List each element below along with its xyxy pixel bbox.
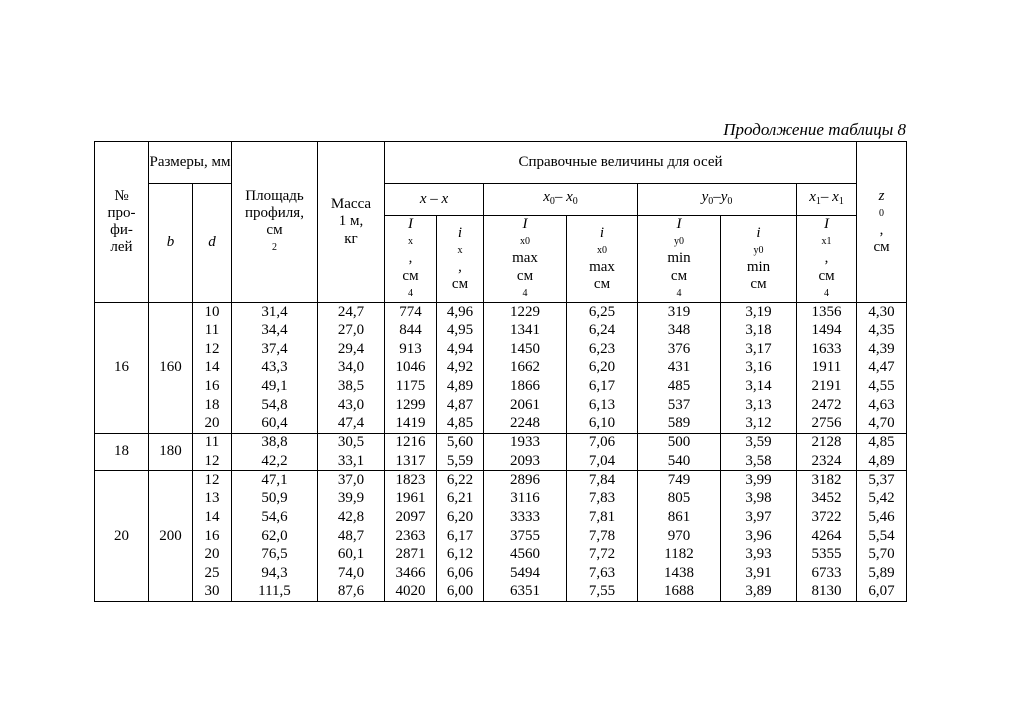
cell-ix: 4,96 [437, 303, 484, 322]
cell-Iy0: 589 [638, 415, 721, 434]
cell-Ix0: 3755 [484, 527, 567, 546]
cell-Ix0: 3333 [484, 508, 567, 527]
cell-d: 11 [193, 321, 232, 340]
cell-Iy0: 485 [638, 377, 721, 396]
cell-Iy0: 319 [638, 303, 721, 322]
cell-d: 14 [193, 359, 232, 378]
cell-Ix1: 2472 [797, 396, 857, 415]
header-profile-no: № про- фи- лей [95, 142, 149, 303]
cell-z0: 4,89 [857, 452, 907, 471]
cell-Iy0: 1688 [638, 583, 721, 602]
cell-iy0: 3,59 [721, 433, 797, 452]
cell-area: 76,5 [232, 545, 318, 564]
cell-Ix0: 6351 [484, 583, 567, 602]
cell-Ix0: 1662 [484, 359, 567, 378]
cell-Ix1: 3452 [797, 489, 857, 508]
cell-ix: 4,87 [437, 396, 484, 415]
cell-Ix: 2363 [385, 527, 437, 546]
cell-d: 25 [193, 564, 232, 583]
cell-ix: 5,60 [437, 433, 484, 452]
table-row [95, 564, 907, 583]
cell-mass: 42,8 [318, 508, 385, 527]
cell-ix0: 7,81 [567, 508, 638, 527]
cell-z0: 4,63 [857, 396, 907, 415]
cell-Ix: 2871 [385, 545, 437, 564]
cell-ix0: 6,17 [567, 377, 638, 396]
cell-Ix0: 3116 [484, 489, 567, 508]
cell-z0: 4,35 [857, 321, 907, 340]
cell-z0: 5,54 [857, 527, 907, 546]
header-reference-values: Справочные величины для осей [385, 142, 857, 184]
cell-Ix1: 5355 [797, 545, 857, 564]
cell-b: 200 [149, 471, 193, 602]
header-Iy0-min: I y0 min см 4 [638, 216, 721, 303]
cell-Ix: 1175 [385, 377, 437, 396]
cell-area: 42,2 [232, 452, 318, 471]
cell-Iy0: 1438 [638, 564, 721, 583]
table-row [95, 583, 907, 602]
cell-mass: 29,4 [318, 340, 385, 359]
header-b: b [149, 184, 193, 303]
cell-area: 50,9 [232, 489, 318, 508]
cell-iy0: 3,19 [721, 303, 797, 322]
cell-Ix: 1317 [385, 452, 437, 471]
cell-Ix1: 1356 [797, 303, 857, 322]
cell-z0: 4,70 [857, 415, 907, 434]
cell-iy0: 3,18 [721, 321, 797, 340]
cell-iy0: 3,58 [721, 452, 797, 471]
cell-Ix: 4020 [385, 583, 437, 602]
table-row [95, 489, 907, 508]
cell-z0: 4,47 [857, 359, 907, 378]
cell-ix: 6,21 [437, 489, 484, 508]
cell-ix0: 7,72 [567, 545, 638, 564]
table-row [95, 415, 907, 434]
cell-area: 43,3 [232, 359, 318, 378]
cell-ix0: 7,78 [567, 527, 638, 546]
cell-Iy0: 861 [638, 508, 721, 527]
header-z0: z 0 , см [857, 142, 907, 303]
cell-Ix0: 1933 [484, 433, 567, 452]
cell-Ix1: 8130 [797, 583, 857, 602]
cell-mass: 43,0 [318, 396, 385, 415]
cell-z0: 5,42 [857, 489, 907, 508]
cell-Ix0: 1866 [484, 377, 567, 396]
cell-Ix0: 1341 [484, 321, 567, 340]
cell-Ix0: 2061 [484, 396, 567, 415]
cell-ix: 4,92 [437, 359, 484, 378]
table-row [95, 303, 907, 322]
cell-iy0: 3,16 [721, 359, 797, 378]
cell-mass: 39,9 [318, 489, 385, 508]
header-axis-x0-x0: $x_0-$ $x_0$ [484, 184, 638, 216]
cell-mass: 37,0 [318, 471, 385, 490]
table-row [95, 433, 907, 452]
cell-z0: 4,55 [857, 377, 907, 396]
cell-ix0: 6,25 [567, 303, 638, 322]
cell-Iy0: 540 [638, 452, 721, 471]
cell-d: 18 [193, 396, 232, 415]
cell-Ix0: 2093 [484, 452, 567, 471]
table-row [95, 377, 907, 396]
cell-Ix1: 1494 [797, 321, 857, 340]
header-ix: i x , см [437, 216, 484, 303]
cell-ix0: 7,63 [567, 564, 638, 583]
cell-Ix0: 2896 [484, 471, 567, 490]
table-row [95, 508, 907, 527]
cell-z0: 5,89 [857, 564, 907, 583]
cell-d: 20 [193, 545, 232, 564]
cell-mass: 24,7 [318, 303, 385, 322]
cell-z0: 5,46 [857, 508, 907, 527]
cell-d: 30 [193, 583, 232, 602]
cell-d: 20 [193, 415, 232, 434]
cell-d: 12 [193, 471, 232, 490]
cell-area: 60,4 [232, 415, 318, 434]
cell-Ix: 1961 [385, 489, 437, 508]
table-row [95, 471, 907, 490]
cell-z0: 5,70 [857, 545, 907, 564]
cell-area: 37,4 [232, 340, 318, 359]
header-axis-x1-x1: $x_1-$ $x_1$ [797, 184, 857, 216]
table-row [95, 321, 907, 340]
cell-Ix1: 4264 [797, 527, 857, 546]
cell-Ix: 844 [385, 321, 437, 340]
cell-area: 111,5 [232, 583, 318, 602]
cell-ix: 6,00 [437, 583, 484, 602]
cell-ix0: 6,13 [567, 396, 638, 415]
cell-z0: 6,07 [857, 583, 907, 602]
cell-d: 11 [193, 433, 232, 452]
table-row [95, 359, 907, 378]
cell-ix0: 7,06 [567, 433, 638, 452]
cell-Ix: 1419 [385, 415, 437, 434]
cell-Ix: 1046 [385, 359, 437, 378]
cell-ix0: 6,23 [567, 340, 638, 359]
header-Ix: I x , см 4 [385, 216, 437, 303]
cell-b: 180 [149, 433, 193, 470]
header-axis-x-x: x – x [385, 184, 484, 216]
header-Ix0-max: I x0 max см 4 [484, 216, 567, 303]
cell-mass: 87,6 [318, 583, 385, 602]
cell-ix: 4,89 [437, 377, 484, 396]
cell-ix: 4,95 [437, 321, 484, 340]
cell-mass: 38,5 [318, 377, 385, 396]
cell-iy0: 3,12 [721, 415, 797, 434]
cell-ix: 4,85 [437, 415, 484, 434]
cell-profile: 16 [95, 303, 149, 434]
cell-Iy0: 970 [638, 527, 721, 546]
cell-ix: 6,17 [437, 527, 484, 546]
cell-mass: 33,1 [318, 452, 385, 471]
header-ix0-max: i x0 max см [567, 216, 638, 303]
cell-Iy0: 431 [638, 359, 721, 378]
cell-iy0: 3,96 [721, 527, 797, 546]
cell-ix0: 6,20 [567, 359, 638, 378]
cell-area: 31,4 [232, 303, 318, 322]
cell-mass: 27,0 [318, 321, 385, 340]
cell-Ix1: 6733 [797, 564, 857, 583]
cell-area: 62,0 [232, 527, 318, 546]
header-Ix1: I x1 , см 4 [797, 216, 857, 303]
cell-ix0: 6,24 [567, 321, 638, 340]
table-row [95, 396, 907, 415]
cell-profile: 20 [95, 471, 149, 602]
cell-area: 38,8 [232, 433, 318, 452]
cell-ix0: 7,55 [567, 583, 638, 602]
cell-Ix0: 1229 [484, 303, 567, 322]
table-caption: Продолжение таблицы 8 [723, 120, 906, 139]
header-iy0-min: i y0 min см [721, 216, 797, 303]
cell-ix: 6,06 [437, 564, 484, 583]
cell-z0: 4,39 [857, 340, 907, 359]
cell-iy0: 3,97 [721, 508, 797, 527]
header-d: d [193, 184, 232, 303]
cell-area: 94,3 [232, 564, 318, 583]
header-mass: Масса 1 м, кг [318, 142, 385, 303]
cell-area: 47,1 [232, 471, 318, 490]
cell-area: 49,1 [232, 377, 318, 396]
table-row [95, 545, 907, 564]
cell-iy0: 3,91 [721, 564, 797, 583]
cell-Ix: 2097 [385, 508, 437, 527]
cell-z0: 4,85 [857, 433, 907, 452]
cell-Ix1: 2324 [797, 452, 857, 471]
cell-ix0: 6,10 [567, 415, 638, 434]
cell-d: 12 [193, 452, 232, 471]
cell-Iy0: 500 [638, 433, 721, 452]
cell-Ix: 3466 [385, 564, 437, 583]
cell-mass: 60,1 [318, 545, 385, 564]
cell-Ix1: 2191 [797, 377, 857, 396]
header-area: Площадь профиля, см 2 [232, 142, 318, 303]
cell-d: 10 [193, 303, 232, 322]
cell-area: 54,8 [232, 396, 318, 415]
cell-d: 14 [193, 508, 232, 527]
cell-area: 54,6 [232, 508, 318, 527]
table-row [95, 527, 907, 546]
cell-mass: 48,7 [318, 527, 385, 546]
cell-d: 12 [193, 340, 232, 359]
cell-Iy0: 537 [638, 396, 721, 415]
angle-profile-table [94, 141, 907, 602]
cell-ix: 6,20 [437, 508, 484, 527]
cell-ix0: 7,84 [567, 471, 638, 490]
cell-Ix: 1216 [385, 433, 437, 452]
header-axis-y0-y0: $y_0-y_0$ [638, 184, 797, 216]
cell-Ix: 1299 [385, 396, 437, 415]
cell-z0: 4,30 [857, 303, 907, 322]
cell-d: 16 [193, 377, 232, 396]
cell-Iy0: 749 [638, 471, 721, 490]
cell-iy0: 3,13 [721, 396, 797, 415]
cell-b: 160 [149, 303, 193, 434]
cell-ix: 5,59 [437, 452, 484, 471]
cell-area: 34,4 [232, 321, 318, 340]
cell-Ix1: 2128 [797, 433, 857, 452]
cell-Ix1: 3722 [797, 508, 857, 527]
cell-profile: 18 [95, 433, 149, 470]
cell-Iy0: 376 [638, 340, 721, 359]
header-dimensions: Размеры, мм [149, 142, 232, 184]
cell-mass: 30,5 [318, 433, 385, 452]
cell-Ix1: 3182 [797, 471, 857, 490]
cell-iy0: 3,17 [721, 340, 797, 359]
cell-Ix0: 2248 [484, 415, 567, 434]
cell-Ix: 774 [385, 303, 437, 322]
cell-Ix1: 1633 [797, 340, 857, 359]
cell-Ix: 1823 [385, 471, 437, 490]
cell-iy0: 3,93 [721, 545, 797, 564]
cell-ix: 6,12 [437, 545, 484, 564]
cell-mass: 34,0 [318, 359, 385, 378]
cell-d: 16 [193, 527, 232, 546]
cell-iy0: 3,14 [721, 377, 797, 396]
cell-Ix: 913 [385, 340, 437, 359]
cell-ix0: 7,83 [567, 489, 638, 508]
cell-Iy0: 805 [638, 489, 721, 508]
cell-iy0: 3,99 [721, 471, 797, 490]
cell-Ix0: 4560 [484, 545, 567, 564]
cell-mass: 74,0 [318, 564, 385, 583]
cell-iy0: 3,98 [721, 489, 797, 508]
cell-ix0: 7,04 [567, 452, 638, 471]
cell-mass: 47,4 [318, 415, 385, 434]
cell-iy0: 3,89 [721, 583, 797, 602]
cell-Iy0: 348 [638, 321, 721, 340]
table-row [95, 340, 907, 359]
cell-ix: 6,22 [437, 471, 484, 490]
cell-Ix1: 2756 [797, 415, 857, 434]
cell-z0: 5,37 [857, 471, 907, 490]
cell-Ix0: 1450 [484, 340, 567, 359]
cell-ix: 4,94 [437, 340, 484, 359]
table-row [95, 452, 907, 471]
cell-d: 13 [193, 489, 232, 508]
cell-Ix0: 5494 [484, 564, 567, 583]
cell-Iy0: 1182 [638, 545, 721, 564]
cell-Ix1: 1911 [797, 359, 857, 378]
